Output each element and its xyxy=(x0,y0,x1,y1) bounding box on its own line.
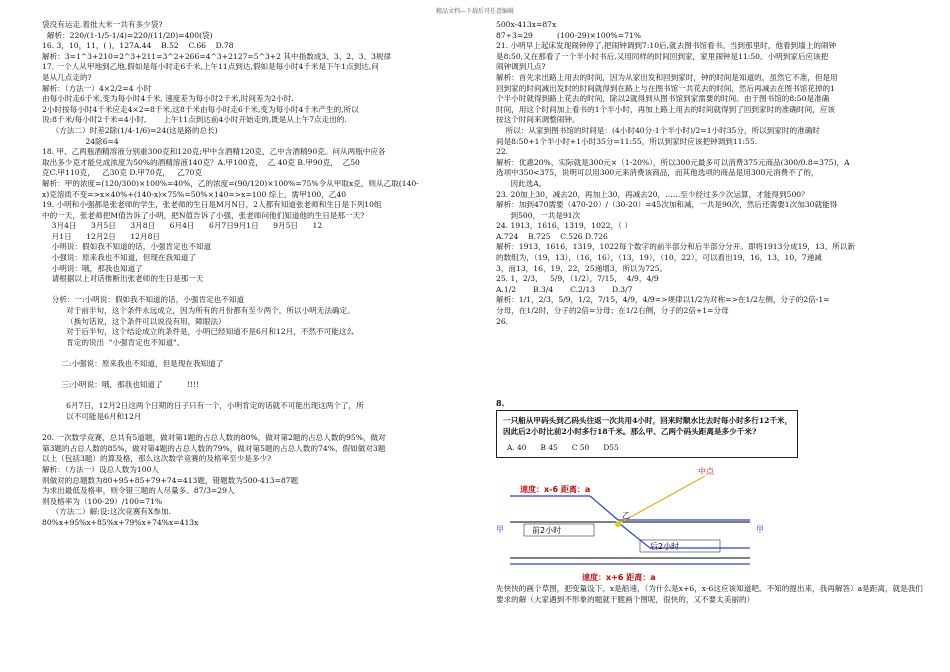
text-line: 月1日 12月2日 12月8日 xyxy=(42,231,161,241)
text-line: 对于前半句，这个条件永远成立，因为所有的月份都有至少两个，所以小明无法确定。 xyxy=(42,306,355,316)
text-line: 解析：220/(1-1/5-1/4)=220/(11/20)=400(袋) xyxy=(42,30,213,40)
text-line: 由每小时走6千米,变为每小时4千米, 速度差为每小时2千米,时间差为2小时. xyxy=(42,94,294,104)
problem-number: 8. xyxy=(496,398,505,408)
text-line: 3月4日 3月5日 3月8日 6月4日 6月7日9月1日 9月5日 12 xyxy=(42,221,323,231)
text-line: 选项中350<375，说明可以用300元来消费该商品，而其他选项的商品是用300元消费不了的， xyxy=(496,168,819,178)
text-line: 解析：优惠20%，实际就是300元×（1-20%），所以300元最多可以消费375元商品(300/0.8=375)，A xyxy=(496,157,850,167)
text-line: 的数组为，（19，13），（16，16），（13，19），（10，22），可以看出19，16，13，10，7递减 xyxy=(496,253,822,263)
text-line: （方法二）时差2除(1/4-1/6)=24(这是路的总长) xyxy=(42,125,218,135)
jia-right-label: 甲 xyxy=(756,525,764,534)
text-line: 因此选A。 xyxy=(496,178,547,188)
text-line: 解析：（方法一）4×2/2=4 小时 xyxy=(42,83,152,93)
text-line: 以上（包括3题）的算及格，那么这次数学竞赛的及格率至少是多少? xyxy=(42,454,272,464)
text-line: 分析：一:小明说：假如我不知道的话，小强肯定也不知道 xyxy=(42,295,245,305)
text-line: 25. 1，2/3， 5/9，（1/2），7/15， 4/9，4/9 xyxy=(496,274,659,284)
text-line: 是8:50,又在那看了一个半小时书后,又用同样的时间回到家，家里闹钟是11:50。小明到家后应该把 xyxy=(496,51,829,61)
text-line: 则及格率为（100-29）/100=71% xyxy=(42,496,163,506)
text-line: 则做对的总题数为80+95+85+79+74=413题，错题数为500-413=87题 xyxy=(42,475,299,485)
text-line: （换句话说，这个条件可以说没有用，障眼法） xyxy=(42,316,226,326)
text-line: 小强说：原来我也不知道，但现在我知道了 xyxy=(42,253,196,263)
text-line: 分母，在1/2时，分子的2倍=分母；在1/2右侧，分子的2倍+1=分母 xyxy=(496,306,729,316)
text-line: 说:8千米/每小时2千米=4小时, 上午11点到达前4小时开始走的,既是从上午7点走出的. xyxy=(42,115,347,125)
text-line: 87÷3=29 (100-29)×100%=71% xyxy=(496,30,641,40)
text-line: 到500，一共是91次 xyxy=(496,210,581,220)
text-line: 解析：（方法一）设总人数为100人 xyxy=(42,464,160,474)
text-line: 以不可能是6月和12月 xyxy=(42,411,142,421)
midpoint-dot xyxy=(615,521,621,527)
text-line: 23. 20加上30，减去20，再加上30，再减去20，……至少经过多少次运算，才能得到500？ xyxy=(496,189,809,199)
text-line: 间是8:50+1个半小时+1小时35分=11:55，所以到家时应该把钟调到11:55. xyxy=(496,136,758,146)
jia-left-label: 甲 xyxy=(496,525,504,534)
text-line: 3，而13，16，19，22，25递增3，所以为725。 xyxy=(496,263,668,273)
text-line: 闹钟调到几点? xyxy=(496,62,546,72)
text-line: 解析：加到470需要（470-20）/（30-20）=45次加和减，一共是90次，然后还需要1次加30就能得 xyxy=(496,200,838,210)
text-line xyxy=(42,391,482,402)
text-line: 17. 一个人从甲地到乙地,假如是每小时走6千米,上午11点到达,假如是每小时4千米是下午1点到达,问 xyxy=(42,62,379,72)
text-line: 500x-413x=87x xyxy=(496,20,557,29)
text-line xyxy=(42,285,482,296)
text-line: 取出多少克才能兑成浓度为50%的酒精溶液140克？A.甲100克， 乙 40克 B.甲90克， 乙50 xyxy=(42,157,360,167)
text-line: 24. 1913，1616，1319，1022，（ ） xyxy=(496,221,632,231)
back-label: 后2小时 xyxy=(650,542,680,551)
text-line: 80%x+95%x+85%x+79%x+74%x=413x xyxy=(42,517,199,527)
front-label: 前2小时 xyxy=(532,526,562,535)
text-line: 时间，用这个时间加上看书的1个半小时，再加上路上用去的时间就得到了回到家时的准确时间，应该 xyxy=(496,104,835,114)
text-line: 19. 小明和小强都是张老师的学生，张老师的生日是M月N日，2人都有知道张老师和生日是下列10组 xyxy=(42,200,382,210)
text-line: 解析：3=1^3+210=2^3+211=3^2+266=4^3+2127=5^3+2 其中指数成3、3、2、3、3规律 xyxy=(42,51,392,61)
text-line xyxy=(42,348,482,359)
text-line: 26. xyxy=(496,316,509,326)
text-line: 解析：甲的浓度=(120/300)×100%=40%，乙的浓度=(90/120)×100%=75%令从甲取x克，则从乙取(140- xyxy=(42,178,419,188)
text-line: A.1/2 B.3/4 C.2/13 D.3/7 xyxy=(496,284,633,294)
yi-label: 乙 xyxy=(622,511,630,520)
text-line: 所以：从家到图书馆的时间是：(4小时40分-1个半小时)/2=1小时35分，所以到家时的准确时 xyxy=(496,125,820,135)
text-line: 解析：首先求出路上用去的时间，因为从家出发和回到家时，钟的时间是知道的，虽然它不准，但是用 xyxy=(496,72,838,82)
text-line: 为求出最低及格率，则令错三题的人尽量多。87/3=29人 xyxy=(42,486,235,496)
page-header: 精品文档---下载后可任意编辑 xyxy=(435,8,515,15)
diagram-explanation: 先快快的画个草图，把变量设下。x是船速，（为什么是x+6，x-6这应该知道吧。不知的提出来，我再解答）a是距离，就是我们要求的解（大家遇到不形象的题就干脆画个图呢，很快的，又不要太美丽的） xyxy=(496,584,923,604)
text-line: 16. 3，10，11，( )，127A.44 B.52 C.66 D.78 xyxy=(42,41,234,51)
text-line: （方法二）解:设:这次竞赛有X参加. xyxy=(42,507,171,517)
text-line: 22. xyxy=(496,147,509,157)
text-line: 中的一天，张老师把M值告诉了小明，把N值告诉了小强，张老师问他们知道他的生日是那一天? xyxy=(42,210,365,220)
text-line: 克C.甲110克， 乙30克 D.甲70克， 乙70克 xyxy=(42,168,203,178)
text-line: 解析：1/1，2/3，5/9，1/2，7/15，4/9，4/9=>规律以1/2为对称=>在1/2左侧，分子的2倍-1= xyxy=(496,295,830,305)
text-line: 2小时按每小时4千米应走4×2=8千米,这8千米由每小时走6千米,变为每小时4千米产生的,所以 xyxy=(42,104,359,114)
text-line: 解析：1913，1616，1319，1022每个数字的前半部分和后半部分分开。即将1913分成19，13。所以新 xyxy=(496,242,855,252)
text-line: 20. 一次数学竞赛，总共有5道题，做对第1题的占总人数的80%，做对第2题的占总人数的95%，做对 xyxy=(42,433,386,443)
text-line: 是从几点走的? xyxy=(42,72,92,82)
boat-diagram xyxy=(490,462,780,586)
text-line: 袋没有运走.着批大米一共有多少袋? xyxy=(42,20,163,29)
text-line: 小明说：哦，那我也知道了 xyxy=(42,263,143,273)
problem-image-box xyxy=(496,410,798,458)
text-line: 二:小强说：原来我也不知道，但是现在我知道了 xyxy=(42,359,224,368)
text-line: 6月7日，12月2日这两个日期的日子只有一个，小明肯定的话就不可能出现这两个了，所 xyxy=(42,401,364,411)
text-line: 对于后半句，这个结论成立的条件是，小明已经知道不是6月和12月，不然不可能这么 xyxy=(42,327,355,337)
upstream-label: 速度：x-6 距离：a xyxy=(520,485,591,494)
left-column xyxy=(42,20,482,664)
text-line: 个半小时就得到路上花去的时间，除以2就得到从图书馆到家需要的时间。由于图书馆的8:50是准确 xyxy=(496,94,830,104)
text-line xyxy=(42,423,482,434)
midpoint-pointer xyxy=(618,476,705,524)
problem-options: A. 40 B 45 C 50 D55 xyxy=(507,443,619,452)
text-line: 小明说：假如我不知道的话，小强肯定也不知道 xyxy=(42,242,212,252)
text-line: 回到家的时间减出发时的时间就得到在路上与在图书馆一共花去的时间，然后再减去在图书馆花掉的1 xyxy=(496,83,835,93)
text-line: A.724 B.725 C.526 D.726 xyxy=(496,231,608,241)
text-line: 18. 甲、乙两瓶酒精溶液分别重300克和120克;甲中含酒精120克，乙中含酒精90克。问从两瓶中应各 xyxy=(42,147,386,157)
text-line: 肯定的说出 "小强肯定也不知道"。 xyxy=(42,337,185,347)
problem-text: 一只船从甲码头到乙码头往返一次共用4小时，回来时顺水比去时每小时多行12千米，因此后2小时比前2小时多行18千米。那么甲、乙两个码头距离是多少千米? xyxy=(503,416,793,436)
text-line: 21. 小明早上起床发现闹钟停了,把闹钟调到7:10后,就去图书馆看书。当到那里时，他看到墙上的闹钟 xyxy=(496,41,837,51)
downstream-label: 速度：x+6 距离：a xyxy=(582,573,656,582)
text-line xyxy=(42,370,482,381)
text-line: 三:小明说：哦，那我也知道了 !!!! xyxy=(42,380,199,390)
text-line: 按这个时间来调整闹钟。 xyxy=(496,115,580,125)
text-line: 请根据以上对话推断出张老师的生日是那一天 xyxy=(42,274,204,284)
text-line: 第3题的占总人数的85%，做对第4题的占总人数的79%，做对第5题的占总人数的74%，假如做对3题 xyxy=(42,443,386,453)
midpoint-label: 中点 xyxy=(698,467,714,476)
text-line: x)克溶质不变=>x×40%+(140-x)×75%=50%×140=>x=100 综上，需甲100，乙40 xyxy=(42,189,347,199)
text-line: 24除6=4 xyxy=(42,136,119,146)
right-column xyxy=(496,20,926,400)
